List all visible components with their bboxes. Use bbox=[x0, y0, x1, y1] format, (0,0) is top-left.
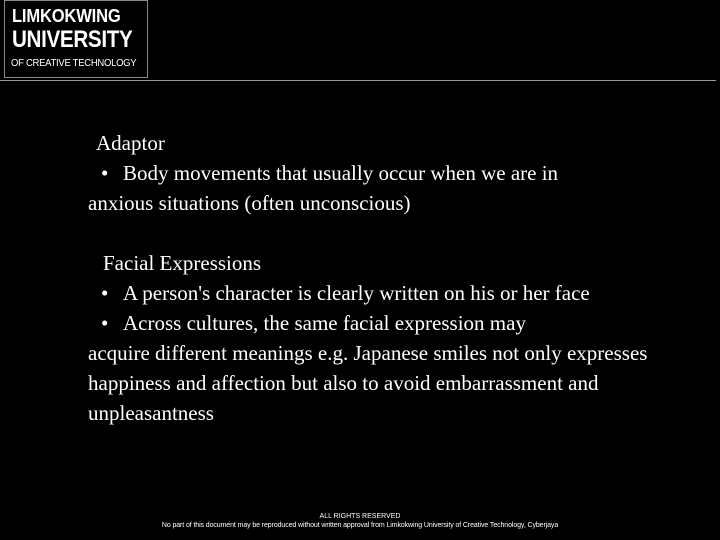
bullet-text: Across cultures, the same facial expression may bbox=[123, 311, 526, 335]
bullet-text-continued: acquire different meanings e.g. Japanese smiles not only expresses happiness and affection but also to avoid embarrassment and unpleasantness bbox=[88, 341, 648, 425]
heading-facial-expressions: Facial Expressions bbox=[103, 251, 262, 275]
bullet-text: A person's character is clearly written on his or her face bbox=[123, 281, 590, 305]
slide-body bbox=[88, 128, 688, 428]
footer-disclaimer: No part of this document may be reproduced without written approval from Limkokwing University of Creative Technology, Cyberjaya bbox=[161, 522, 559, 529]
header-divider bbox=[0, 80, 716, 81]
bullet-glyph: • bbox=[101, 281, 109, 305]
bullet-glyph: • bbox=[101, 161, 109, 185]
bullet-text: Body movements that usually occur when we are in bbox=[123, 161, 559, 185]
logo-text-university: UNIVERSITY bbox=[12, 26, 133, 53]
heading-adaptor: Adaptor bbox=[96, 131, 165, 155]
footer-rights: ALL RIGHTS RESERVED bbox=[319, 513, 401, 520]
university-logo bbox=[4, 0, 148, 78]
bullet-item bbox=[88, 278, 688, 308]
logo-text-tagline: OF CREATIVE TECHNOLOGY bbox=[11, 58, 137, 69]
bullet-item bbox=[88, 158, 688, 218]
bullet-item bbox=[88, 308, 688, 428]
logo-text-limkokwing: LIMKOKWING bbox=[12, 6, 121, 26]
bullet-glyph: • bbox=[101, 311, 109, 335]
bullet-text-continued: anxious situations (often unconscious) bbox=[88, 191, 411, 215]
